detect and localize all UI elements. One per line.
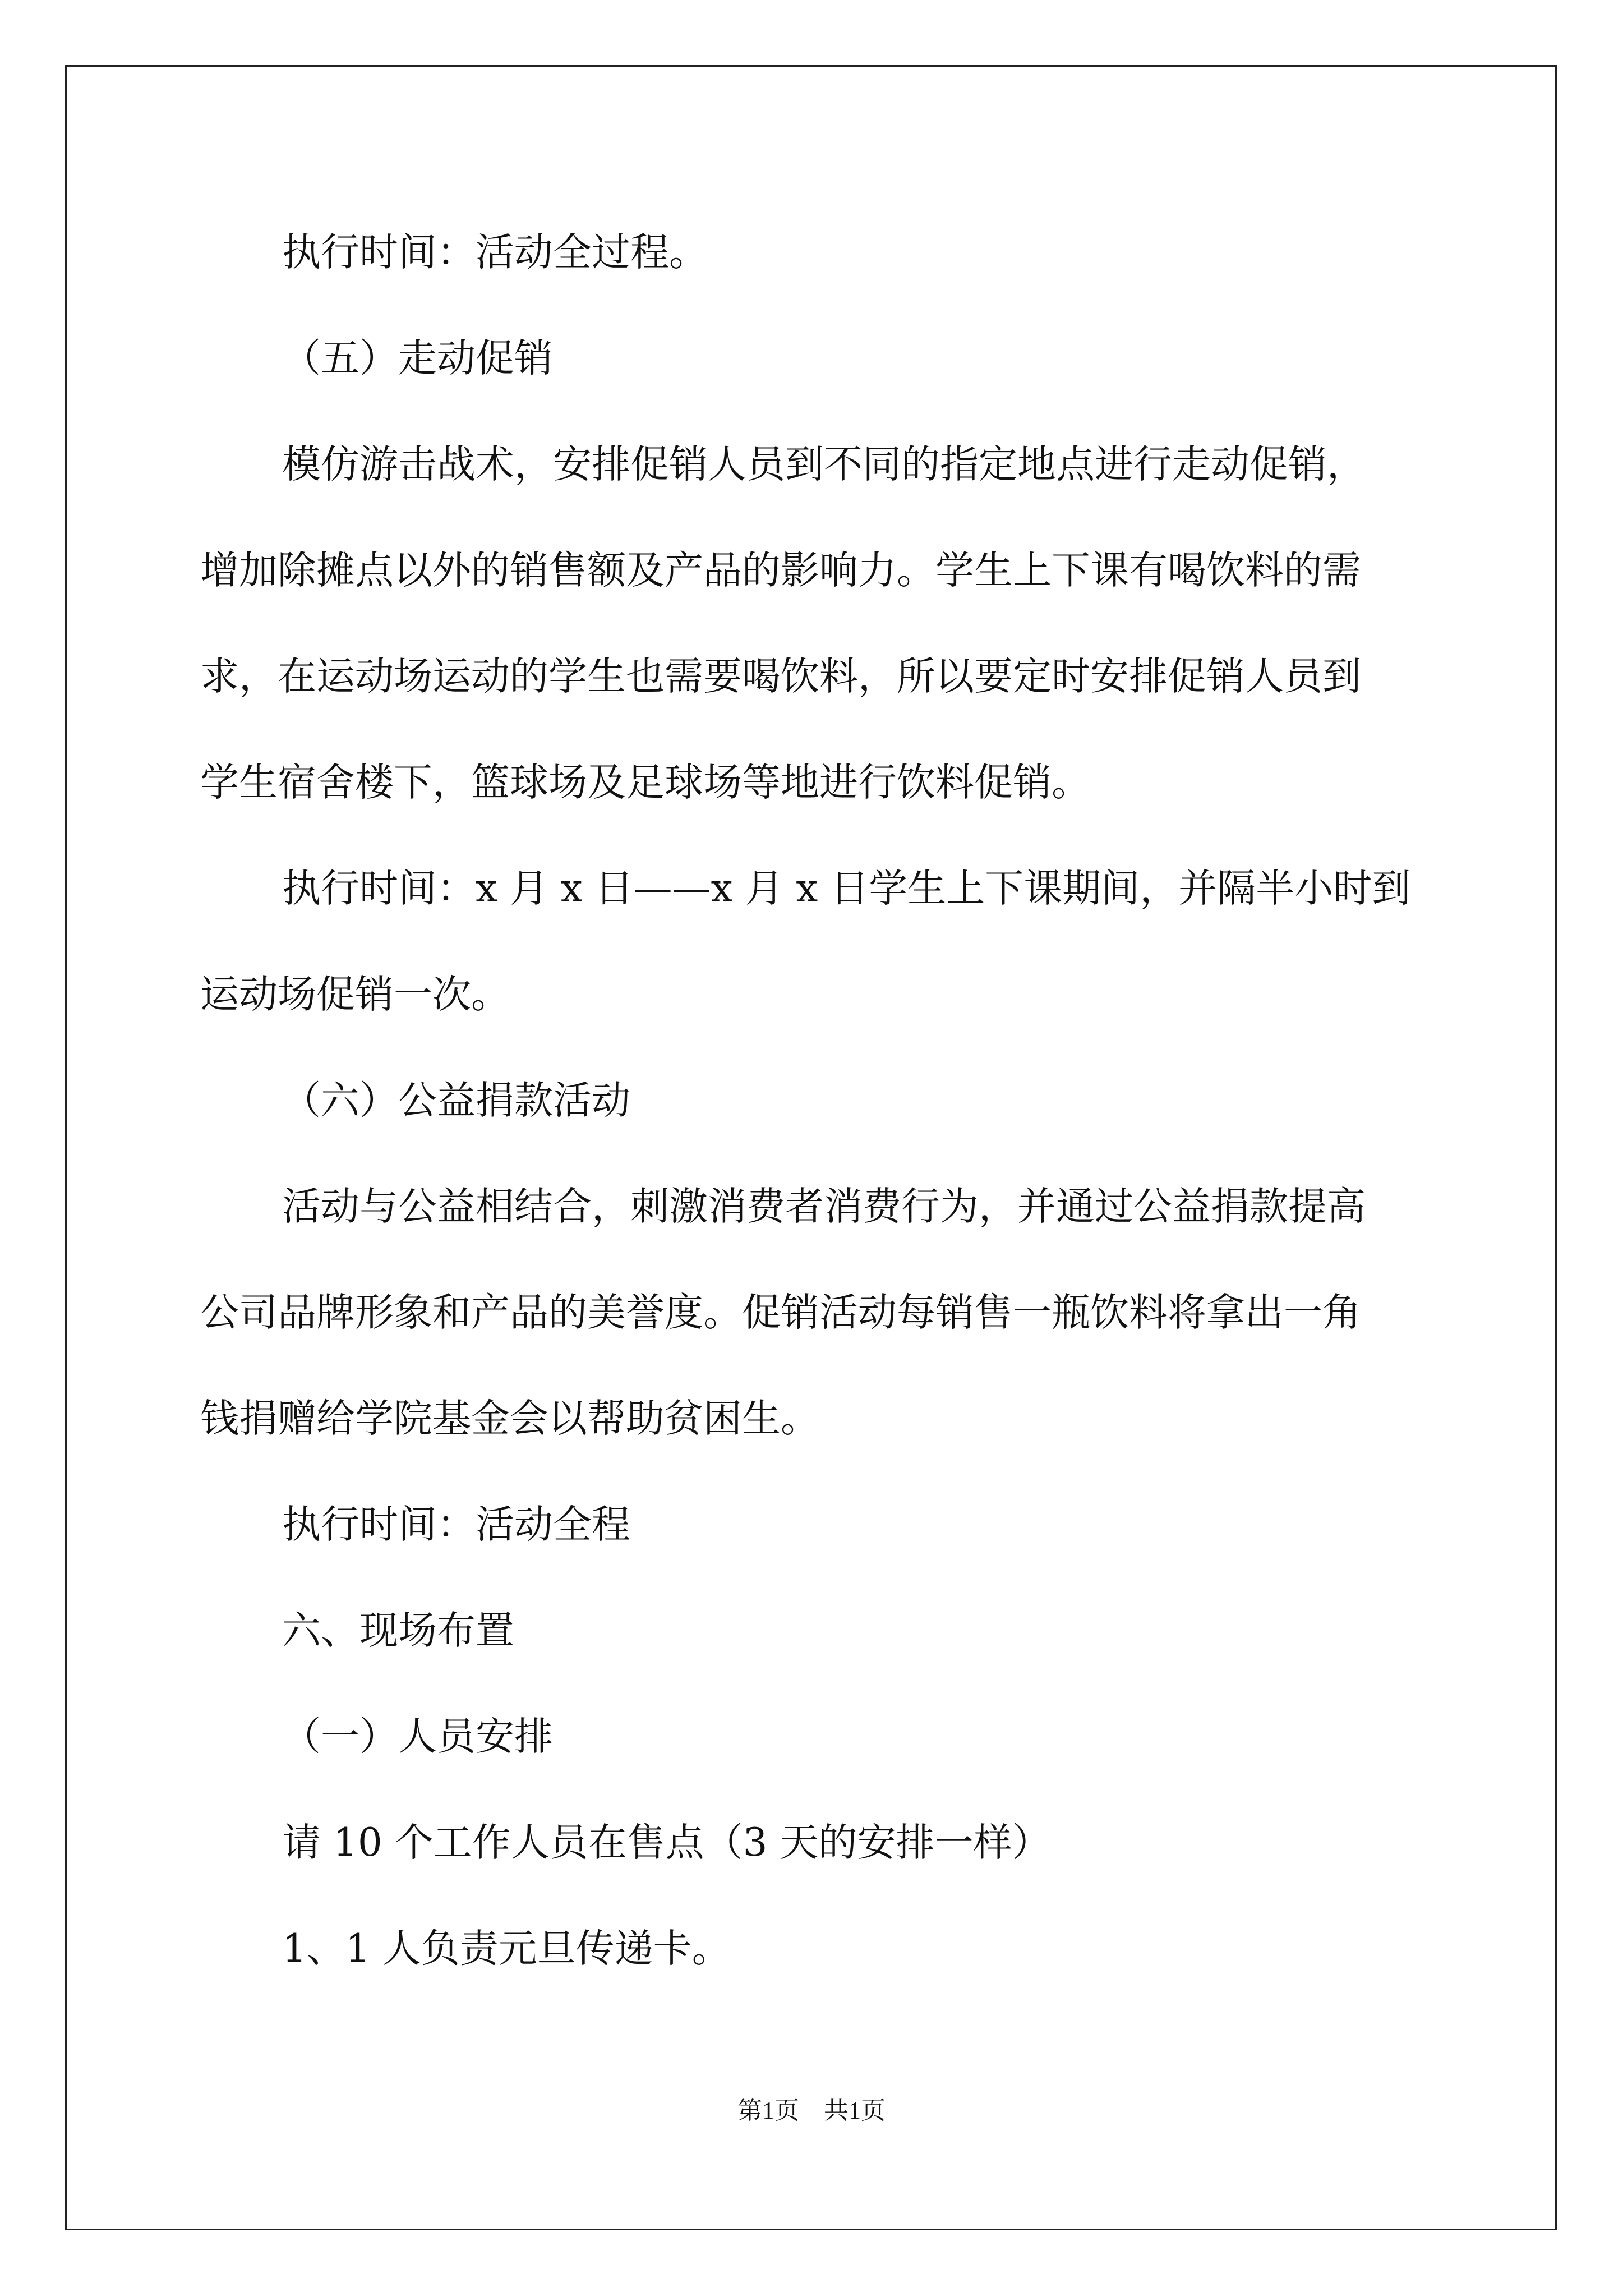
page-border xyxy=(65,65,1557,2230)
section-heading: （五）走动促销 xyxy=(282,336,553,381)
text-line: 求，在运动场运动的学生也需要喝饮料，所以要定时安排促销人员到 xyxy=(200,654,1361,699)
text-line: 执行时间：活动全过程。 xyxy=(282,230,708,275)
text-line: 执行时间：x 月 x 日——x 月 x 日学生上下课期间，并隔半小时到 xyxy=(282,866,1411,911)
text-line: 1、1 人负责元旦传递卡。 xyxy=(282,1926,731,1971)
section-heading: （六）公益捐款活动 xyxy=(282,1078,630,1123)
text-line: 执行时间：活动全程 xyxy=(282,1502,630,1547)
text-line: 增加除摊点以外的销售额及产品的影响力。学生上下课有喝饮料的需 xyxy=(200,548,1361,593)
text-line: 公司品牌形象和产品的美誉度。促销活动每销售一瓶饮料将拿出一角 xyxy=(200,1290,1361,1335)
section-heading: 六、现场布置 xyxy=(282,1608,514,1653)
text-line: 学生宿舍楼下，篮球场及足球场等地进行饮料促销。 xyxy=(200,760,1090,805)
page-footer: 第1页 共1页 xyxy=(737,2097,886,2124)
text-line: 运动场促销一次。 xyxy=(200,972,510,1017)
text-line: 活动与公益相结合，刺激消费者消费行为，并通过公益捐款提高 xyxy=(282,1184,1366,1229)
text-line: 请 10 个工作人员在售点（3 天的安排一样） xyxy=(282,1820,1051,1865)
text-line: 钱捐赠给学院基金会以帮助贫困生。 xyxy=(200,1396,819,1441)
text-line: 模仿游击战术，安排促销人员到不同的指定地点进行走动促销， xyxy=(282,442,1366,487)
section-heading: （一）人员安排 xyxy=(282,1714,553,1759)
